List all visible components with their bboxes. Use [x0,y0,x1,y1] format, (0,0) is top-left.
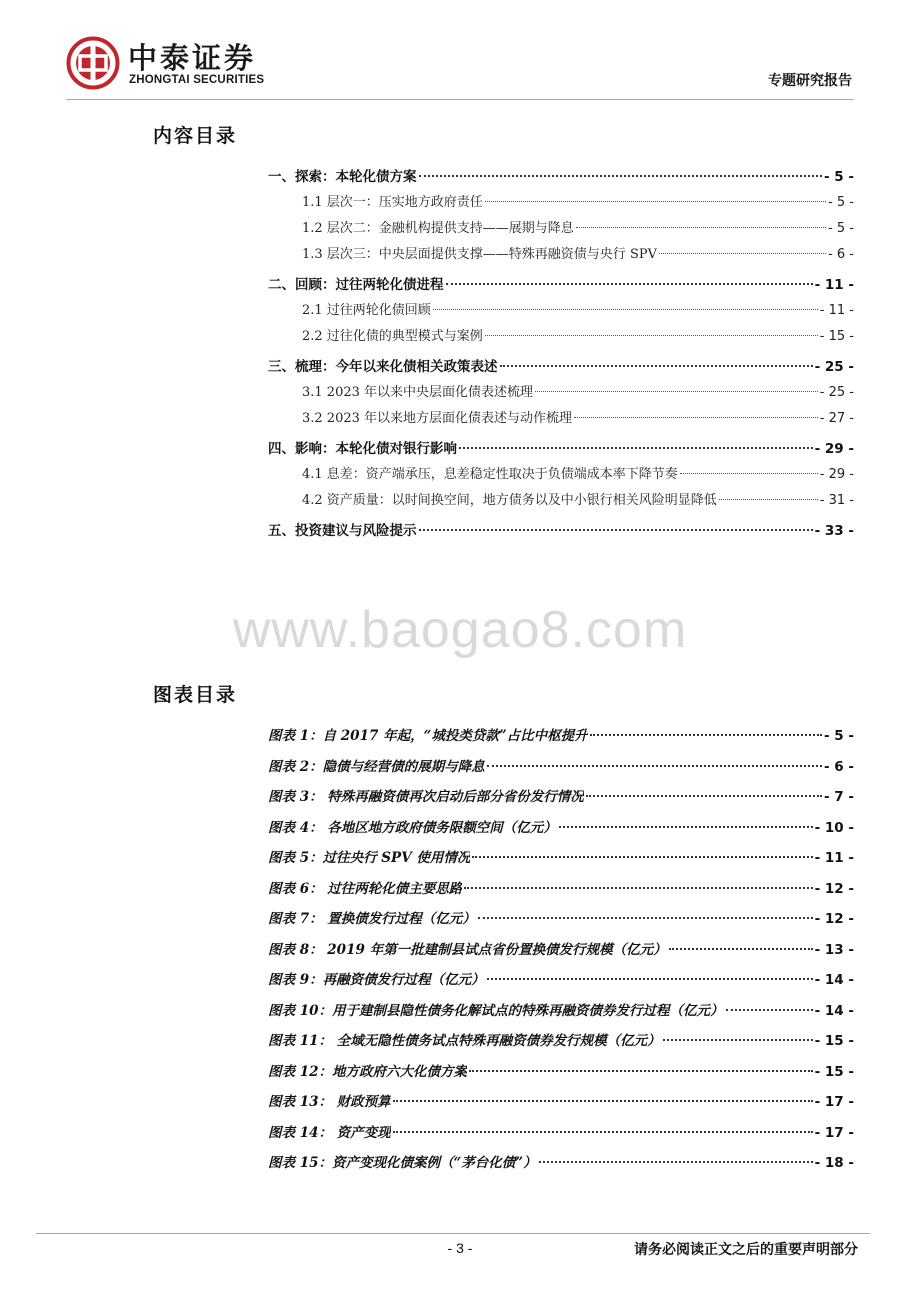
dot-leader [539,1161,813,1163]
entry-page-number: - 11 - [814,277,854,293]
figure-entry[interactable] [268,721,854,752]
dot-leader [446,283,813,285]
entry-title: 2.2 过往化债的典型模式与案例 [302,329,483,344]
dot-leader [576,227,826,228]
entry-title: 三、梳理：今年以来化债相关政策表述 [268,359,498,375]
report-type: 专题研究报告 [768,73,852,89]
figure-entry[interactable] [268,843,854,874]
toc-section-entry[interactable] [268,298,854,324]
dot-leader [574,417,818,418]
entry-title: 1.2 层次二：金融机构提供支持——展期与降息 [302,221,574,236]
entry-page-number: - 11 - [814,850,854,866]
toc-chapter-entry[interactable] [268,436,854,462]
dot-leader [419,175,823,177]
entry-title: 图表 7： 置换债发行过程（亿元） [268,911,476,927]
dot-leader [659,253,826,254]
entry-page-number: - 5 - [824,169,854,185]
entry-page-number: - 6 - [824,758,854,775]
entry-title: 图表 12：地方政府六大化债方案 [268,1063,467,1080]
entry-page-number: - 15 - [819,329,854,344]
figure-entry[interactable] [268,1148,854,1179]
toc-section-entry[interactable] [268,488,854,514]
entry-title: 2.1 过往两轮化债回顾 [302,303,431,318]
dot-leader [464,887,812,889]
entry-page-number: - 5 - [828,221,854,236]
company-name-cn: 中泰证券 [128,41,257,75]
footer-disclaimer: 请务必阅读正文之后的重要声明部分 [634,1242,858,1258]
entry-page-number: - 15 - [814,1063,854,1080]
entry-page-number: - 13 - [814,941,854,958]
entry-title: 五、投资建议与风险提示 [268,523,417,539]
figure-entry[interactable] [268,1087,854,1118]
entry-page-number: - 7 - [824,789,854,805]
entry-page-number: - 17 - [814,1124,854,1141]
entry-title: 1.1 层次一：压实地方政府责任 [302,195,483,210]
entry-title: 图表 1：自 2017 年起，“城投类贷款”占比中枢提升 [268,728,588,744]
dot-leader [393,1131,813,1133]
toc-chapter-entry[interactable] [268,354,854,380]
dot-leader [559,826,813,828]
dot-leader [663,1039,813,1041]
watermark: www.baogao8.com [232,601,688,659]
dot-leader [485,201,826,202]
header-divider [66,99,854,100]
entry-page-number: - 14 - [814,1002,854,1019]
entry-page-number: - 25 - [819,385,854,400]
entry-page-number: - 10 - [814,819,854,836]
entry-page-number: - 12 - [814,880,854,897]
dot-leader [469,1070,813,1072]
toc-section-entry[interactable] [268,242,854,268]
entry-title: 图表 8： 2019 年第一批建制县试点省份置换债发行规模（亿元） [268,941,667,958]
dot-leader [433,309,818,310]
figure-entry[interactable] [268,1118,854,1149]
dot-leader [472,856,812,858]
dot-leader [459,447,813,449]
figure-entry[interactable] [268,752,854,783]
entry-page-number: - 25 - [814,359,854,375]
toc-section-entry[interactable] [268,462,854,488]
dot-leader [590,734,822,736]
entry-page-number: - 18 - [814,1155,854,1171]
toc-section-entry[interactable] [268,190,854,216]
dot-leader [586,795,822,797]
entry-title: 图表 9：再融资债发行过程（亿元） [268,972,485,988]
figure-entry[interactable] [268,996,854,1027]
entry-title: 图表 4： 各地区地方政府债务限额空间（亿元） [268,819,557,836]
entry-page-number: - 33 - [814,523,854,539]
figure-entry[interactable] [268,874,854,905]
figure-entry[interactable] [268,965,854,996]
dot-leader [500,365,813,367]
dot-leader [487,765,822,767]
entry-title: 4.1 息差：资产端承压，息差稳定性取决于负债端成本率下降节奏 [302,467,678,482]
entry-page-number: - 17 - [814,1094,854,1110]
entry-title: 3.1 2023 年以来中央层面化债表述梳理 [302,385,534,400]
figure-entry[interactable] [268,904,854,935]
entry-title: 3.2 2023 年以来地方层面化债表述与动作梳理 [302,411,573,426]
dot-leader [419,529,813,531]
entry-page-number: - 12 - [814,911,854,927]
figures-list [268,721,854,1179]
dot-leader [669,948,813,950]
entry-title: 图表 3： 特殊再融资债再次启动后部分省份发行情况 [268,789,584,805]
entry-page-number: - 5 - [824,728,854,744]
entry-title: 一、探索：本轮化债方案 [268,169,417,185]
dot-leader [726,1009,813,1011]
toc-section-entry[interactable] [268,324,854,350]
entry-page-number: - 15 - [814,1033,854,1049]
toc-section-entry[interactable] [268,406,854,432]
entry-title: 图表 2：隐债与经营债的展期与降息 [268,758,485,775]
toc-section-entry[interactable] [268,216,854,242]
figure-entry[interactable] [268,935,854,966]
entry-page-number: - 11 - [819,303,854,318]
figure-entry[interactable] [268,1026,854,1057]
entry-page-number: - 29 - [814,441,854,457]
entry-title: 图表 11： 全域无隐性债务试点特殊再融资债券发行规模（亿元） [268,1033,661,1049]
dot-leader [485,335,818,336]
figure-entry[interactable] [268,1057,854,1088]
toc-chapter-entry[interactable] [268,518,854,544]
toc-section-entry[interactable] [268,380,854,406]
entry-page-number: - 31 - [819,493,854,508]
entry-title: 4.2 资产质量：以时间换空间，地方债务以及中小银行相关风险明显降低 [302,493,717,508]
contents-list [268,164,854,544]
entry-page-number: - 6 - [828,247,854,262]
dot-leader [393,1100,813,1102]
zhongtai-logo-icon [66,36,120,90]
toc-chapter-entry[interactable] [268,272,854,298]
page-number: - 3 - [447,1240,473,1256]
figure-entry[interactable] [268,813,854,844]
entry-page-number: - 14 - [814,972,854,988]
entry-title: 图表 5：过往央行 SPV 使用情况 [268,850,471,866]
dot-leader [680,473,818,474]
footer-divider [36,1233,870,1234]
entry-title: 图表 10：用于建制县隐性债务化解试点的特殊再融资债券发行过程（亿元） [268,1002,724,1019]
entry-title: 1.3 层次三：中央层面提供支撑——特殊再融资债与央行 SPV [302,247,657,262]
dot-leader [719,499,818,500]
company-name-en: ZHONGTAI SECURITIES [129,74,265,86]
entry-title: 图表 6： 过往两轮化债主要思路 [268,880,463,897]
dot-leader [535,391,818,392]
figures-title: 图表目录 [153,684,238,706]
entry-title: 图表 13： 财政预算 [268,1094,391,1110]
entry-title: 二、回顾：过往两轮化债进程 [268,277,444,293]
entry-page-number: - 5 - [828,195,854,210]
toc-chapter-entry[interactable] [268,164,854,190]
entry-title: 图表 14： 资产变现 [268,1124,391,1141]
entry-title: 图表 15：资产变现化债案例（“茅台化债”） [268,1155,537,1171]
dot-leader [478,917,813,919]
entry-title: 四、影响：本轮化债对银行影响 [268,441,457,457]
entry-page-number: - 27 - [819,411,854,426]
page-header [0,0,920,110]
contents-title: 内容目录 [153,125,238,147]
figure-entry[interactable] [268,782,854,813]
entry-page-number: - 29 - [819,467,854,482]
dot-leader [487,978,813,980]
